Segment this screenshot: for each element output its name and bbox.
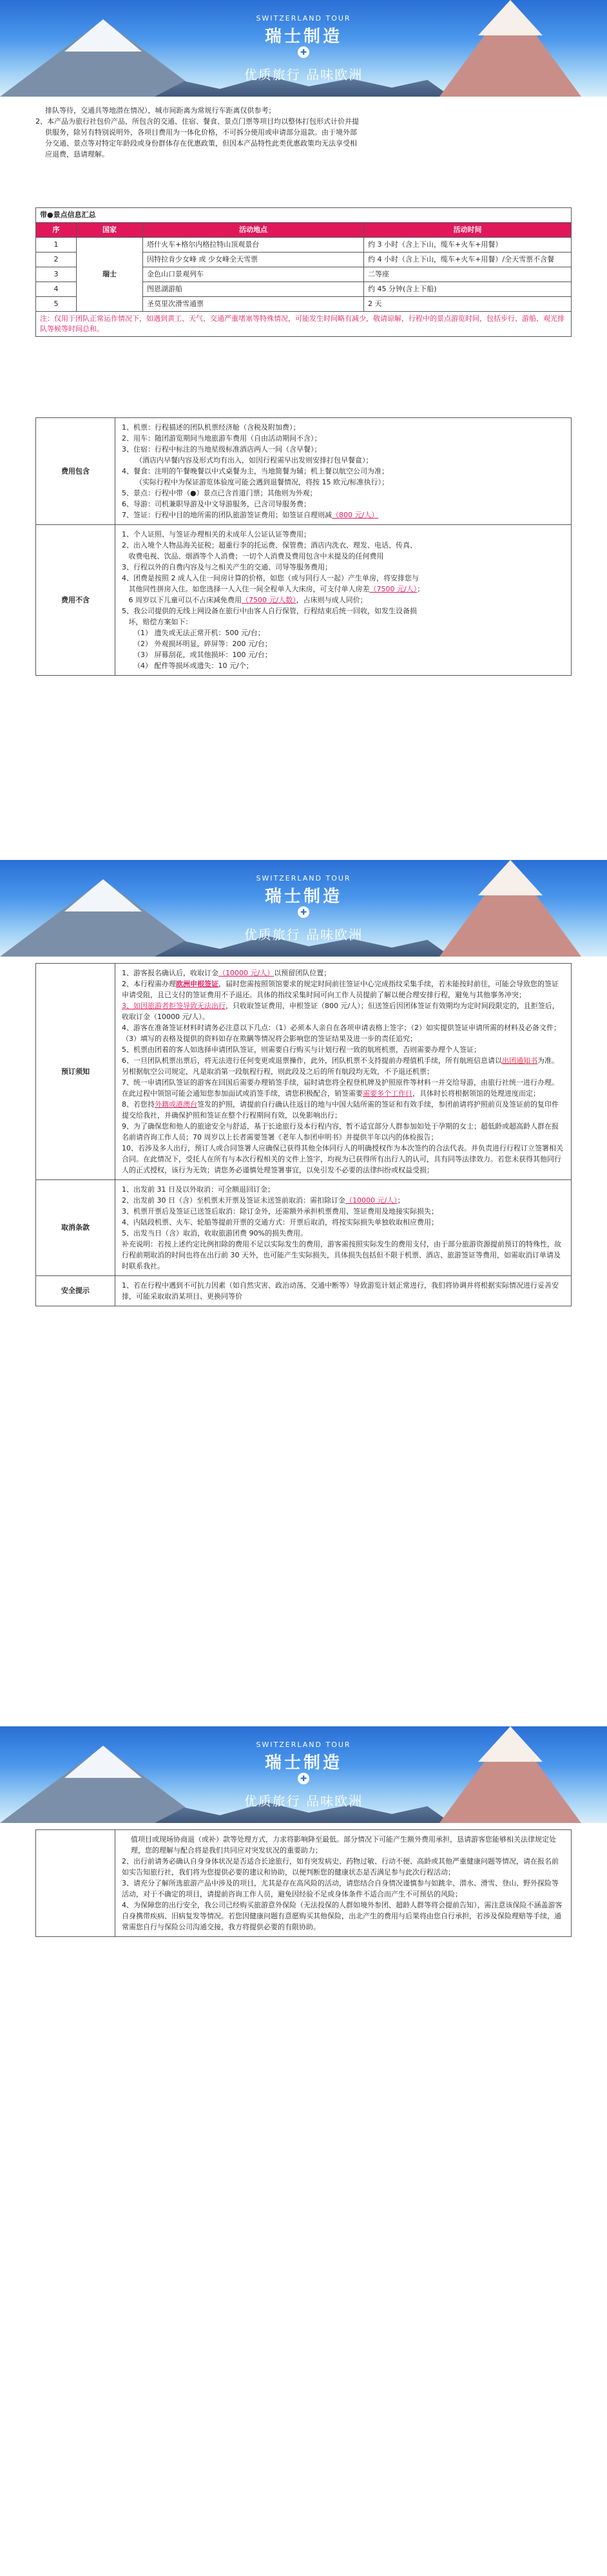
list-item: 5、我公司提供的无线上网设备在旅行中由客人自行保管，行程结束后统一回收，如发生设备损 [122, 607, 417, 615]
list-item [122, 595, 564, 606]
list-item [122, 1055, 564, 1077]
list-item: 2、出入境个人物品海关征税；超重行李的托运费、保管费；酒店内洗衣、理发、电话、传真、 [122, 541, 417, 549]
list-item: （4） 配件等损坏或遗失：10 元/个； [133, 662, 253, 670]
fee-exclude-content [115, 525, 572, 676]
list-item: 4、为保障您的出行安全，我公司已经购买旅游意外保险（无法投保的人群如境外参团、超龄人群等将会提前告知），需注意该保险不涵盖游客自身携带疾病、旧病复发等情况。若您因健康问题有意愿购买其他保险，出北产生的费用与后果将由您自行承担，若涉及保险理赔等手续，通常需您自行与保险公司沟通交接，我方将提供必要的有限协助。 [122, 1901, 563, 1931]
table-row [36, 238, 572, 253]
row-no: 1 [36, 238, 77, 253]
list-item: 6、导游：司机兼职导游及中文导游服务，已含司导服务费； [122, 500, 311, 508]
list-item: 5、机票由团着的客人如选择申请团队签证，则需要自行购买与计划行程一致的航班机票，否则需要办理个人签证； [122, 1045, 481, 1054]
list-item: 5、出发当日（含）取消，收取旅游团费 90%的损失费用。 [122, 1229, 307, 1237]
item-highlight: 3、如因旅游者拒签导致无法出行 [122, 1002, 226, 1010]
swiss-cross-logo: ✚ [298, 46, 309, 58]
banner-subtitle: 优质旅行 品味欧洲 [244, 927, 363, 942]
swiss-cross-logo: ✚ [298, 906, 309, 918]
item-text: 1、游客报名确认后，收取订金 [122, 969, 218, 977]
item-text: ； [397, 1196, 405, 1205]
fee-include-label: 费用包含 [36, 418, 115, 525]
list-item: 值项目或现场协商退（或补）款等处理方式，力求将影响降至最低。部分情况下可能产生额外费用承担，恳请游客您能够相关法律规定处理，您的理解与配合将是我们共同应对突发状况的重要助力； [131, 1835, 556, 1855]
child-text: 6 周岁以下儿童可以不占床减免费用 [122, 596, 242, 604]
item-text: ，只收取签证费用，申根签证（800 元/人）；但送签后因团体签证有效期均为定时间段限定的，且拒签后，收取订金（10000 元/人）。 [122, 1002, 559, 1021]
child-tail: ，占床则与成人同价； [296, 596, 367, 604]
list-item: 3、请充分了解所选旅游产品中涉及的项目，尤其是存在高风险的活动，请您结合自身情况谨慎参与如跳伞、潜水、滑雪、登山、野外探险等活动，对于不确定的项目，请提前咨询工作人员，避免因经验不足或身体条件不适合而产生不可预估的风险； [122, 1879, 559, 1898]
list-item: （2） 外观损坏明显，碎屏等：200 元/台； [133, 640, 272, 648]
scenic-note: 注：仅用于团队正常运作情况下，如遇到黄工、天气、交通严重堵塞等特殊情况，可能发生时间略有减少，敬请谅解，行程中的景点游览时间，包括步行、游船、观光排队等候等时间总和。 [36, 312, 572, 337]
item-text: 7、统一申请团队签证的游客在回国后需要办理销签手续，届时请您将全程登机牌及护照原件等材料一并交给导游，由旅行社统一进行办理。在此过程中领馆可能会通知您参加面试或消签手续，请您积极配合，销签需要 [122, 1078, 559, 1098]
banner-title: 瑞士制造 [264, 27, 342, 46]
item-text: 以预留团队位置； [274, 969, 331, 977]
fee-include-content [115, 418, 572, 525]
list-item: 4、餐食：注明的午餐晚餐以中式桌餐为主，当地简餐为辅；机上餐以航空公司为准； [122, 467, 389, 475]
list-item: 4、团费是按照 2 成人入住一间房计算的价格，如您（或与同行人一起）产生单房，将安排您与 [122, 574, 419, 582]
item-text: 2、本行程需办理 [122, 980, 176, 988]
safety-continued-label [36, 1830, 115, 1937]
list-item: 1、若在行程中遇到不可抗力因素（如自然灾害、政治动荡、交通中断等）导致游览计划正常进行，我们将协调并将根据实际情况进行妥善安排，可能采取取消某项目、更换同等价 [122, 1281, 559, 1301]
banner-title: 瑞士制造 [264, 1753, 342, 1773]
scenic-table-header [36, 223, 572, 238]
col-header-time: 活动时间 [364, 223, 572, 238]
item-highlight: 需要多个工作日 [363, 1089, 412, 1098]
row-time: 二等座 [364, 267, 572, 282]
row-place: 图恩湖游船 [143, 282, 364, 297]
col-header-place: 活动地点 [143, 223, 364, 238]
row-place: 因特拉肯少女峰 或 少女峰全天雪票 [143, 253, 364, 267]
booking-content [115, 964, 572, 1180]
row-place: 圣莫里次滑雪通票 [143, 297, 364, 312]
list-item: 1、出发前 31 日及以外取消：可全额退回订金； [122, 1185, 275, 1194]
banner-subtitle: 优质旅行 品味欧洲 [244, 1793, 363, 1809]
safety-label: 安全提示 [36, 1276, 115, 1306]
item-text: 签发的护照，请提前自行确认往返目的地与中国大陆所需的签证和有效手续，参团前请将护照前页及签证前的复印件提交给我社，并确保护照和签证在整个行程期间有效，以免影响出行； [122, 1100, 559, 1120]
fee-exclude-label: 费用不含 [36, 525, 115, 676]
item-highlight: 出团通知书 [502, 1056, 537, 1065]
booking-label: 预订须知 [36, 964, 115, 1180]
single-room-text: 其他同性拼房入住。如您选择一人入住一间全程单人大床房，可支付单人房差 [122, 585, 370, 593]
single-room-tail: ； [417, 585, 425, 593]
row-time: 约 4 小时（含上下山，缆车+火车+用餐）/全天雪票不含餐 [364, 253, 572, 267]
list-item: 收费电视、饮品、烟酒等个人消费；一切个人消费及费用包含中未提及的任何费用 [122, 552, 384, 560]
intro-line: 分交通、景点等对特定年龄段或身份群体存在优惠政策，但因本产品特性此类优惠政策均无法享受相 [45, 139, 357, 148]
row-no: 3 [36, 267, 77, 282]
list-item: 1、个人证照、与签证办理相关的未成年人公证认证等费用； [122, 530, 311, 539]
list-item [122, 978, 564, 1000]
intro-notes [35, 105, 590, 160]
list-item [122, 1099, 564, 1121]
intro-line: 应退费，恳请理解。 [45, 150, 109, 158]
top-banner [0, 0, 607, 97]
swiss-cross-logo: ✚ [298, 1773, 309, 1784]
row-time: 约 45 分钟(含上下船) [364, 282, 572, 297]
row-time: 约 3 小时（含上下山，缆车+火车+用餐） [364, 238, 572, 253]
cancel-content [115, 1180, 572, 1276]
row-no: 4 [36, 282, 77, 297]
booking-table [35, 963, 572, 1306]
list-item: 补充说明：若按上述约定比例扣除的费用不足以实际发生的费用，游客需按照实际发生的费用支付，由于部分旅游资源提前预订的特殊性，故行程前期取消的时间也将在出行前 30 天外，也可能产生实际损失，具体损失包括但不限于机票、酒店、旅游签证等费用，如需取消订单请及时联系我社。 [122, 1240, 561, 1270]
item-text: 为准。另根据航空公司规定，凡是取消第一段航程行程，则此段及之后的所有航段均无效，不予退还机票； [122, 1056, 559, 1076]
row-time: 2 天 [364, 297, 572, 312]
list-item: 10、若涉及多人出行，预订人或合同签署人应确保已获得其他全体同行人的明确授权作为本次签约的合法代表。并负责进行行程订立签署相关合同。在此情况下，受托人在所有与本次行程相关的文件上签字，均视为已获得所有出行人的认可，具有同等法律效力。若您未获得其他同行人的正式授权，该行为无效；请您务必谨慎处理签署事宜，以免引发不必要的法律纠纷或权益受损； [122, 1144, 563, 1174]
top-banner [0, 860, 607, 957]
list-item: 9、为了确保您和他人的旅途安全与舒适，基于长途旅行及本行程内容，暂不适宜部分人群参加如处于孕期的女士；超低龄或超高龄人群在报名前请咨询工作人员；70 周岁以上长者需要签署《老年人参团申明书》并提供半年以内的体检报告； [122, 1122, 559, 1141]
row-no: 2 [36, 253, 77, 267]
item-text: 6、一旦团队机票出票后，将无法进行任何变更或退票操作，此外，团队机票不支持提前办理值机手续，所有航班信息请以 [122, 1056, 502, 1065]
scenic-info-table [35, 207, 572, 337]
list-item [122, 1022, 564, 1044]
banner-english-title: SWITZERLAND TOUR [256, 1741, 351, 1749]
intro-line: 排队等待，交通具等地潜在情况），城市间距离为常规行车距离仅供参考； [45, 106, 276, 115]
top-banner [0, 1726, 607, 1823]
safety-continued-content [115, 1830, 572, 1937]
item-text: 2、出发前 30 日（含）至机票未开票及签证未送签前取消：需扣除订金 [122, 1196, 345, 1205]
list-item: （酒店内早餐内容及形式均有出入，如因行程需早出发则安排打包早餐盒）； [122, 456, 373, 464]
list-item: 4、内陆段机票、火车、轮船等提前开票的交通方式：开票后取消，将按实际损失单独收取相应费用； [122, 1218, 438, 1226]
item-text: 4、游客在准备签证材料时请务必注意以下几点：（1）必须本人亲自在各项申请表格上签字； [122, 1024, 411, 1032]
fee-table [35, 417, 572, 676]
item-text: ，具体时长将根据领馆的处理进度而定； [412, 1089, 540, 1098]
scenic-table-title: 带●景点信息汇总 [36, 208, 572, 223]
child-amount: （7500 元/人数） [241, 596, 296, 604]
intro-line: 2、本产品为旅行社包价产品，所包含的交通、住宿、餐食、景点门票等项目均以整体打包形式计价并提 [35, 117, 359, 126]
row-place: 塔什火车+格尔内格拉特山顶观景台 [143, 238, 364, 253]
list-item: 2、出行前请务必确认自身身体状况是否适合长途旅行，如有突发病史、药物过敏、行动不便、高龄或其他严重健康问题等情况，请在报名前如实告知旅行社，我们将为您提供必要的建议和协助，以便判断您的健康状态是否满足参与此次行程活动； [122, 1857, 559, 1876]
row-no: 5 [36, 297, 77, 312]
deposit-amount: （10000 元/人） [345, 1196, 398, 1205]
col-header-no: 序 [36, 223, 77, 238]
col-header-country: 国家 [77, 223, 143, 238]
intro-line: 供服务，除另有特别说明外，各项目费用为一体化价格，不可拆分使用或申请部分退款。由于境外部 [45, 128, 357, 137]
list-item: 2、用车：随团游览期间当地旅游车费用（自由活动期间不含）； [122, 434, 322, 443]
list-item: （1） 遗失或无法正常开机：500 元/台； [133, 629, 265, 637]
item-text: （2）如实提供签证申请所需的材料及必备文件；（3）填写的表格及提供的资料如存在欺瞒等情况将会影响您的签证结果及进一步的责任追究； [122, 1024, 561, 1043]
list-item [122, 510, 564, 520]
banner-title: 瑞士制造 [264, 887, 342, 906]
list-item: 3、机票开票后及签证已送签后取消：除订金外，还需额外承担机票费用、签证费用及地接实际损失； [122, 1207, 438, 1216]
single-room-amount: （7500 元/人） [369, 585, 418, 593]
list-item: 坏，赔偿方案如下： [122, 618, 193, 626]
list-item: 5、景点：行程中带（●）景点已含首道门票；其他则为外观； [122, 489, 317, 497]
banner-english-title: SWITZERLAND TOUR [256, 14, 351, 23]
safety-continued-table [35, 1829, 572, 1937]
item-text: ，届时您需按照领馆要求的规定时间前往签证中心完成指纹采集手续，若未能按时前往，可能会导致您的签证申请受阻，且已支付的签证费用不予退还。具体的指纹采集时间可向工作人员提前了解以便合理安排行程，避免与其他事务冲突； [122, 980, 559, 999]
banner-subtitle: 优质旅行 品味欧洲 [244, 67, 363, 82]
cancel-label: 取消条款 [36, 1180, 115, 1276]
row-country: 瑞士 [77, 238, 143, 312]
visa-tail: 如签证自理则减 [282, 511, 332, 519]
list-item: 1、机票：行程描述的团队机票经济舱（含税及附加费）； [122, 423, 300, 432]
list-item [122, 1077, 564, 1099]
visa-amount: （800 元/人） [332, 511, 379, 519]
row-place: 金色山口景观列车 [143, 267, 364, 282]
list-item [122, 1195, 564, 1206]
list-item [122, 1000, 564, 1022]
list-item: 3、行程以外的自费内容及与之相关产生的交通、司导等服务费用； [122, 563, 332, 571]
banner-english-title: SWITZERLAND TOUR [256, 874, 351, 883]
list-item: （实际行程中为保证游览体验度可能会遇到退餐情况，将按 15 欧元/标准执行）； [122, 478, 389, 486]
visa-item: 7、签证：行程中目的地所需的团队旅游签证费用； [122, 511, 282, 519]
item-highlight: 欧洲申根签证 [176, 980, 218, 988]
list-item [122, 968, 564, 978]
list-item [122, 584, 564, 595]
item-highlight: （10000 元/人） [218, 969, 275, 977]
item-text: 8、若您持 [122, 1100, 155, 1109]
list-item: 3、住宿：行程中标注的当地星级标准酒店两人一间（含早餐）； [122, 445, 322, 453]
list-item: （3） 屏幕刮花，或其他损坏：100 元/台； [133, 651, 272, 659]
safety-content [115, 1276, 572, 1306]
item-highlight: 外籍或港澳台 [155, 1100, 197, 1109]
